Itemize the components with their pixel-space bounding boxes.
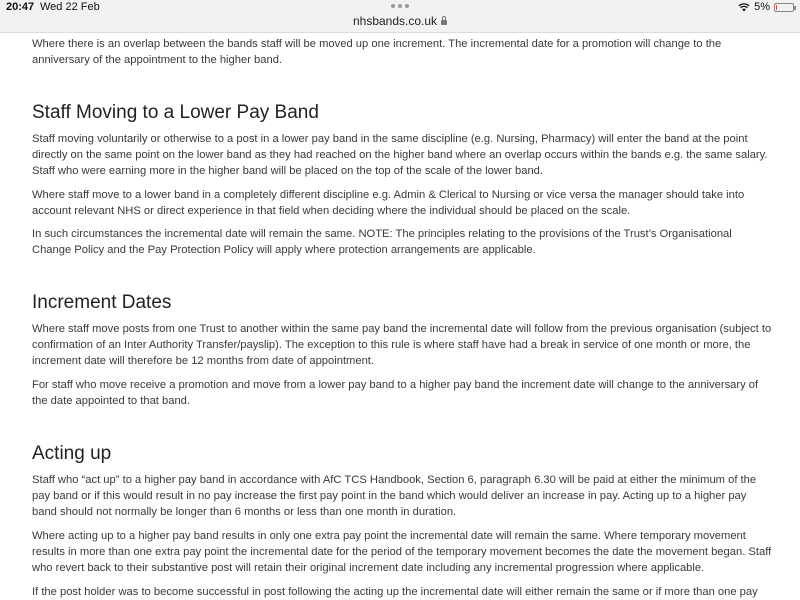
battery-percent: 5% [754, 1, 770, 13]
article-content [32, 34, 772, 600]
section-paragraph: Where acting up to a higher pay band results in only one extra pay point the incremental date will remain the same. Where temporary movement results in more than one extra pay point the incremental date for the period of the temporary movement becomes the date the movement began. Staff who revert back to their substantive post will retain their original increment date including any incremental progression where applicable. [32, 530, 772, 574]
section-paragraph: Where staff move to a lower band in a completely different discipline e.g. Admin & Clerical to Nursing or vice versa the manager should take into account relevant NHS or direct experience in that field when deciding where the individual should be placed on the scale. [32, 189, 745, 217]
section-paragraph: Where staff move posts from one Trust to another within the same pay band the incremental date will follow from the previous organisation (subject to confirmation of an Inter Authority Transfer/payslip). The exception to this rule is where staff have had a break in service of one month or more, the increment date will therefore be 12 months from date of appointment. [32, 323, 772, 367]
battery-icon [774, 3, 794, 12]
status-indicators [738, 1, 794, 13]
status-time: 20:47 [6, 1, 35, 13]
browser-status-bar [0, 0, 800, 33]
section-heading-increment-dates: Increment Dates [32, 292, 172, 313]
wifi-icon [738, 3, 750, 12]
section-heading-lower-pay-band: Staff Moving to a Lower Pay Band [32, 102, 319, 123]
more-options-icon[interactable] [391, 4, 409, 8]
section-paragraph: In such circumstances the incremental date will remain the same. NOTE: The principles relating to the provisions of the Trust’s Organisational Change Policy and the Pay Protection Policy will apply where protection arrangements are applicable. [32, 228, 732, 256]
intro-paragraph: Where there is an overlap between the bands staff will be moved up one increment. The incremental date for a promotion will change to the anniversary of the appointment to the higher band. [32, 38, 722, 66]
lock-icon [441, 20, 447, 25]
status-date: Wed 22 Feb [40, 1, 100, 13]
section-heading-acting-up: Acting up [32, 443, 112, 464]
address-bar[interactable] [0, 14, 800, 28]
section-paragraph: Staff moving voluntarily or otherwise to a post in a lower pay band in the same discipline (e.g. Nursing, Pharmacy) will enter the band at the point directly on the same point on the lower band as they had reached on the higher band where an overlap occurs within the bands e.g. the same salary. Staff who were earning more in the higher band will be placed on the top of the scale of the lower band. [32, 133, 768, 177]
section-paragraph: For staff who move receive a promotion and move from a lower pay band to a higher pay band the increment date will change to the anniversary of the date appointed to that band. [32, 379, 759, 407]
section-paragraph: If the post holder was to become successful in post following the acting up the incremental date will either remain the same or if more than one pay [32, 586, 758, 598]
url-text: nhsbands.co.uk [352, 14, 438, 28]
section-paragraph: Staff who “act up” to a higher pay band in accordance with AfC TCS Handbook, Section 6, paragraph 6.30 will be paid at either the minimum of the pay band or if this would result in no pay increase the first pay point in the band which would deliver an increase in pay. Acting up to a higher pay band should not normally be longer than 6 months or less than one month in duration. [32, 474, 757, 518]
